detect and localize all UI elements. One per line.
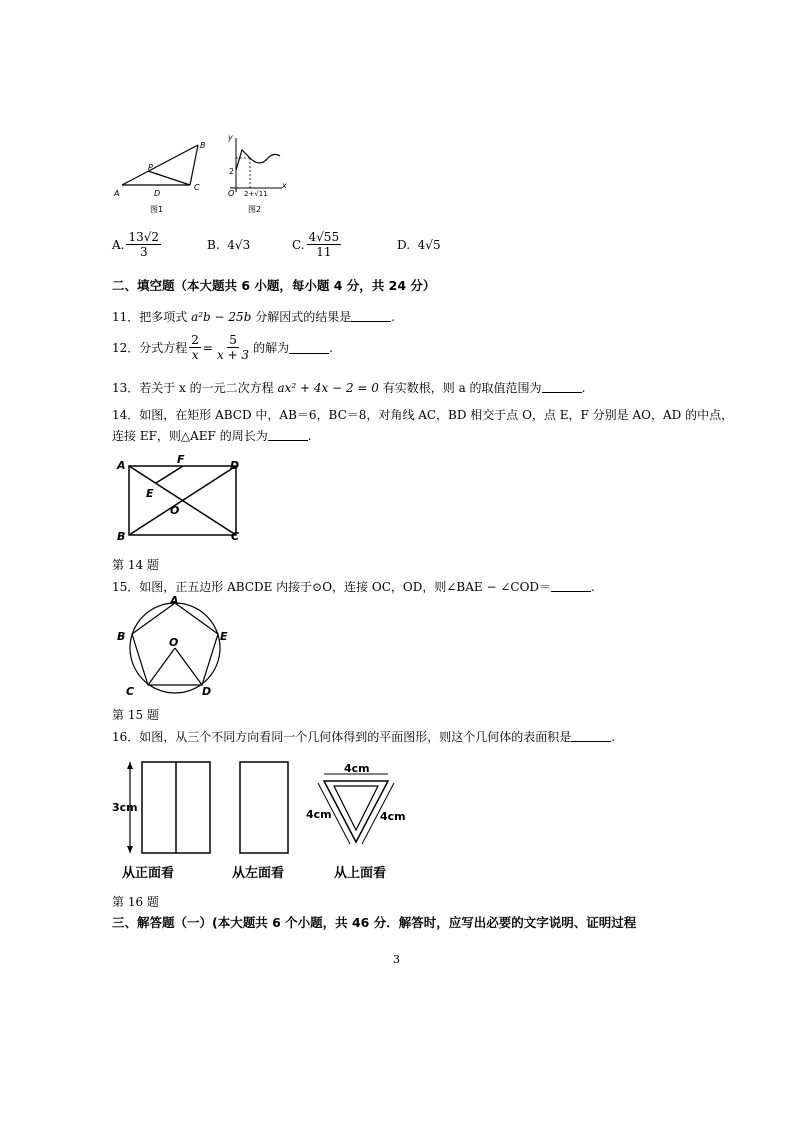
option-d[interactable]: D. 4√5 [397, 237, 441, 252]
answer-blank-15[interactable] [551, 579, 591, 592]
q16-dim-3cm: 3cm [112, 801, 138, 814]
section2-title: 二、填空题（本大题共 6 小题，每小题 4 分，共 24 分） [112, 278, 436, 293]
question-16: 16．如图，从三个不同方向看同一个几何体得到的平面图形，则这个几何体的表面积是 . [112, 730, 616, 744]
q16-dim-top: 4cm [344, 762, 370, 775]
option-c[interactable]: C. $\frac{4√55}{11}$ [292, 230, 340, 259]
fig2-label-o: O [228, 189, 235, 198]
q15-label-d: D [202, 685, 212, 698]
fig1-caption: 图1 [150, 205, 164, 214]
answer-blank-12[interactable] [289, 341, 329, 354]
question-14-line2: 连接 EF，则△AEF 的周长为 . [112, 429, 312, 443]
q15-label-b: B [117, 630, 126, 643]
answer-blank-11[interactable] [351, 309, 391, 322]
fig1-label-b: B [200, 141, 206, 150]
q14-label-e: E [146, 487, 154, 500]
q14-caption: 第 14 题 [112, 558, 159, 572]
fig2-label-x: x [282, 181, 287, 190]
question-11: 11．把多项式 a²b − 25b 分解因式的结果是 . [112, 310, 396, 324]
option-a[interactable]: A. $\frac{13√2}{3}$ [112, 230, 160, 259]
q14-label-d: D [230, 459, 240, 472]
q15-label-o: O [169, 636, 179, 649]
question-15: 15．如图，正五边形 ABCDE 内接于⊙O，连接 OC，OD，则∠BAE − ∠COD＝ . [112, 580, 595, 594]
q16-view-front: 从正面看 [122, 866, 175, 881]
answer-blank-14[interactable] [268, 428, 308, 441]
fig2-label-y: y [228, 133, 233, 142]
section3-title: 三、解答题（一）(本大题共 6 个小题，共 46 分．解答时，应写出必要的文字说明、证明过程 [112, 915, 637, 930]
fig2-caption: 图2 [248, 205, 262, 214]
fig1-label-d: D [154, 189, 161, 198]
q15-label-a: A [170, 596, 179, 607]
fig2-label-tick: 2+√11 [244, 190, 268, 198]
q16-view-left: 从左面看 [232, 866, 285, 881]
q15-figure [112, 596, 242, 700]
q16-figure [112, 756, 412, 886]
fig1-label-p: P [148, 163, 153, 172]
q14-label-b: B [117, 530, 126, 543]
q16-view-top: 从上面看 [334, 866, 387, 881]
answer-blank-16[interactable] [571, 729, 611, 742]
q14-label-a: A [117, 459, 126, 472]
answer-blank-13[interactable] [542, 380, 582, 393]
page-number: 3 [393, 953, 400, 966]
question-13: 13．若关于 x 的一元二次方程 ax² + 4x − 2 = 0 有实数根，则 a 的取值范围为 . [112, 381, 586, 395]
question-12: 12．分式方程 $\frac{2}{x}$ = $\frac{5}{x + 3}$ 的解为 . [112, 333, 333, 362]
fig1-label-a: A [114, 189, 120, 198]
q10-figures [110, 130, 300, 220]
fig1-label-c: C [194, 183, 200, 192]
q14-label-c: C [231, 530, 240, 543]
q15-label-c: C [126, 685, 135, 698]
q14-label-o: O [170, 504, 180, 517]
q16-caption: 第 16 题 [112, 895, 159, 909]
q10-options [112, 230, 441, 259]
q14-figure [112, 452, 262, 547]
q16-dim-right: 4cm [380, 810, 406, 823]
q15-caption: 第 15 题 [112, 708, 159, 722]
q14-label-f: F [177, 453, 185, 466]
q16-dim-left: 4cm [306, 808, 332, 821]
question-14-line1: 14．如图，在矩形 ABCD 中，AB＝6，BC＝8，对角线 AC，BD 相交于点 O，点 E，F 分别是 AO，AD 的中点， [112, 408, 734, 422]
fig2-label-two: 2 [229, 167, 235, 176]
option-b[interactable]: B. 4√3 [207, 237, 251, 252]
q15-label-e: E [220, 630, 228, 643]
